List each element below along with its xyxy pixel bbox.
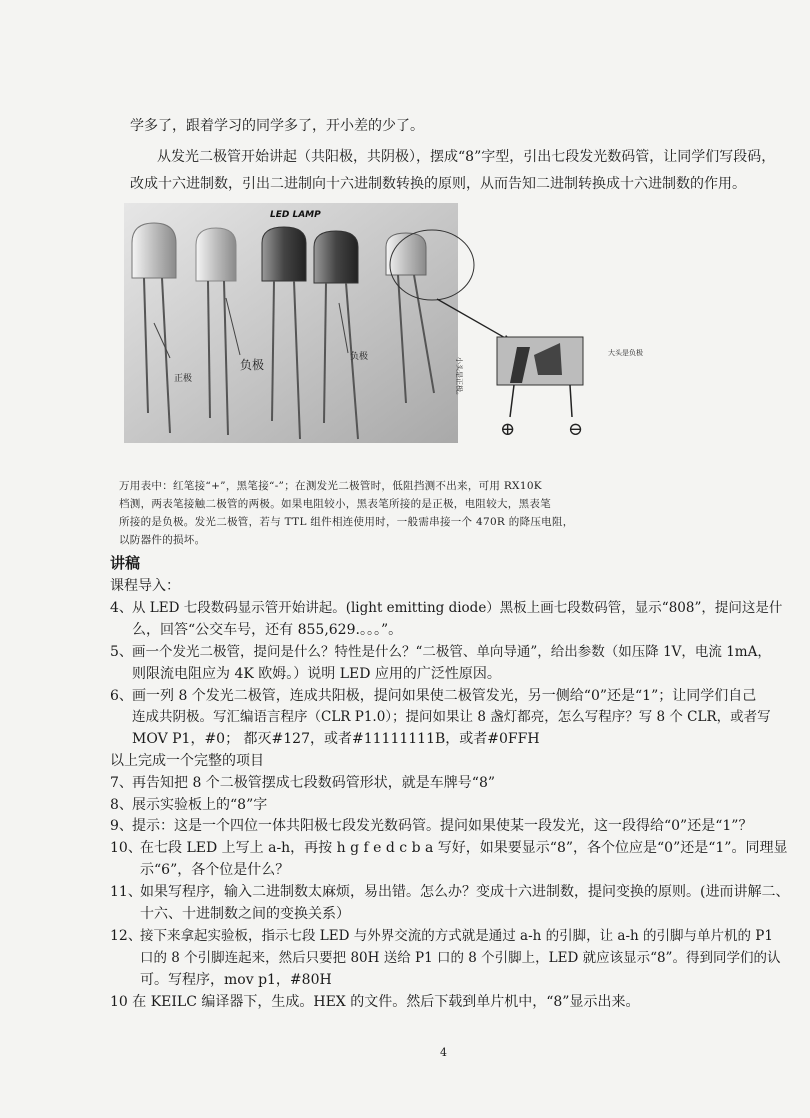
led-lamp-title: LED LAMP <box>270 210 321 220</box>
item-5-num: 5、 <box>110 644 133 660</box>
intro-line-3: 改成十六进制数，引出二进制向十六进制数转换的原则，从而告知二进制转换成十六进制数的作用。 <box>130 176 746 192</box>
item-4-line-1: 从 LED 七段数码显示管开始讲起。(light emitting diode）黑板上画七段数码管，显示“808”，提问这是什 <box>132 600 783 616</box>
label-positive: 正极 <box>174 374 193 384</box>
figure-caption <box>119 477 679 549</box>
item-5-line-1: 画一个发光二极管，提问是什么？特性是什么？“二极管、单向导通”，给出参数（如压降 1V，电流 1mA， <box>132 644 771 660</box>
item-8-line-1: 展示实验板上的“8”字 <box>132 797 268 813</box>
item-8-num: 8、 <box>110 797 133 813</box>
label-negative: 负极 <box>240 358 265 372</box>
item-5-line-2: 则限流电阻应为 4K 欧姆。）说明 LED 应用的广泛性原因。 <box>132 666 501 682</box>
page-number: 4 <box>440 1046 447 1059</box>
section-subheading: 课程导入： <box>110 578 180 594</box>
intro-line-2: 从发光二极管开始讲起（共阳极，共阴极），摆成“8”字型，引出七段发光数码管，让同学们写段码， <box>157 149 776 165</box>
label-big-head: 大头是负极 <box>608 349 643 357</box>
item-11-line-2: 十六、十进制数之间的变换关系） <box>140 906 350 922</box>
item-12-num: 12、 <box>110 928 142 944</box>
item-12-line-2: 口的 8 个引脚连起来，然后只要把 80H 送给 P1 口的 8 个引脚上，LED 就应该显示“8”。得到同学们的认 <box>140 950 781 966</box>
item-9-line-1: 提示：这是一个四位一体共阳极七段发光数码管。提问如果使某一段发光，这一段得给“0”还是“1”？ <box>132 818 753 834</box>
item-10-num: 10、 <box>110 840 142 856</box>
item-6-num: 6、 <box>110 688 133 704</box>
item-4-num: 4、 <box>110 600 133 616</box>
item-10-line-2: 示“6”，各个位是什么？ <box>140 862 290 878</box>
caption-line-3: 所接的是负极。发光二极管，若与 TTL 组件相连使用时，一般需串接一个 470R 的降压电阻， <box>119 516 574 528</box>
final-step: 10 在 KEILC 编译器下，生成。HEX 的文件。然后下载到单片机中，“8”显示出来。 <box>110 994 640 1010</box>
caption-line-2: 档测，两表笔接触二极管的两极。如果电阻较小，黑表笔所接的是正极，电阻较大，黑表笔 <box>119 498 551 510</box>
label-negative-2: 负极 <box>350 352 369 362</box>
led-lamp-photo <box>124 203 458 443</box>
minus-icon: ⊖ <box>568 419 584 440</box>
led-structure-diagram <box>455 225 662 455</box>
label-small-head: 小头是正极。 <box>455 357 463 399</box>
item-12-line-3: 可。写程序，mov p1，#80H <box>140 972 332 988</box>
caption-line-1: 万用表中：红笔接“+”，黑笔接“-”；在测发光二极管时，低阻挡测不出来，可用 RX10K <box>119 480 542 492</box>
led-lamp-illustration <box>124 203 458 443</box>
item-4-line-2: 么，回答“公交车号，还有 855,629.。。。”。 <box>132 622 403 638</box>
plus-icon: ⊕ <box>500 419 516 440</box>
section-heading: 讲稿 <box>110 554 141 572</box>
item-12-line-1: 接下来拿起实验板，指示七段 LED 与外界交流的方式就是通过 a-h 的引脚，让 a-h 的引脚与单片机的 P1 <box>140 928 773 944</box>
item-7-line-1: 再告知把 8 个二极管摆成七段数码管形状，就是车牌号“8” <box>132 775 496 791</box>
item-6-line-1: 画一列 8 个发光二极管，连成共阳极，提问如果使二极管发光，另一侧给“0”还是“1”；让同学们自己 <box>132 688 757 704</box>
caption-line-4: 以防器件的损坏。 <box>119 534 206 546</box>
item-11-line-1: 如果写程序，输入二进制数太麻烦，易出错。怎么办？变成十六进制数，提问变换的原则。(进而讲解二、 <box>140 884 790 900</box>
project-complete-note: 以上完成一个完整的项目 <box>110 753 264 769</box>
item-7-num: 7、 <box>110 775 133 791</box>
item-10-line-1: 在七段 LED 上写上 a-h，再按 h g f e d c b a 写好，如果要显示“8”，各个位应是“0”还是“1”。同理显 <box>140 840 788 856</box>
intro-line-1: 学多了，跟着学习的同学多了，开小差的少了。 <box>130 118 424 134</box>
item-6-line-2: 连成共阴极。写汇编语言程序（CLR P1.0）；提问如果让 8 盏灯都亮，怎么写程序？写 8 个 CLR，或者写 <box>132 709 771 725</box>
item-9-num: 9、 <box>110 818 133 834</box>
item-6-line-3: MOV P1，#0； 都灭#127，或者#11111111B，或者#0FFH <box>132 731 540 747</box>
item-11-num: 11、 <box>110 884 142 900</box>
